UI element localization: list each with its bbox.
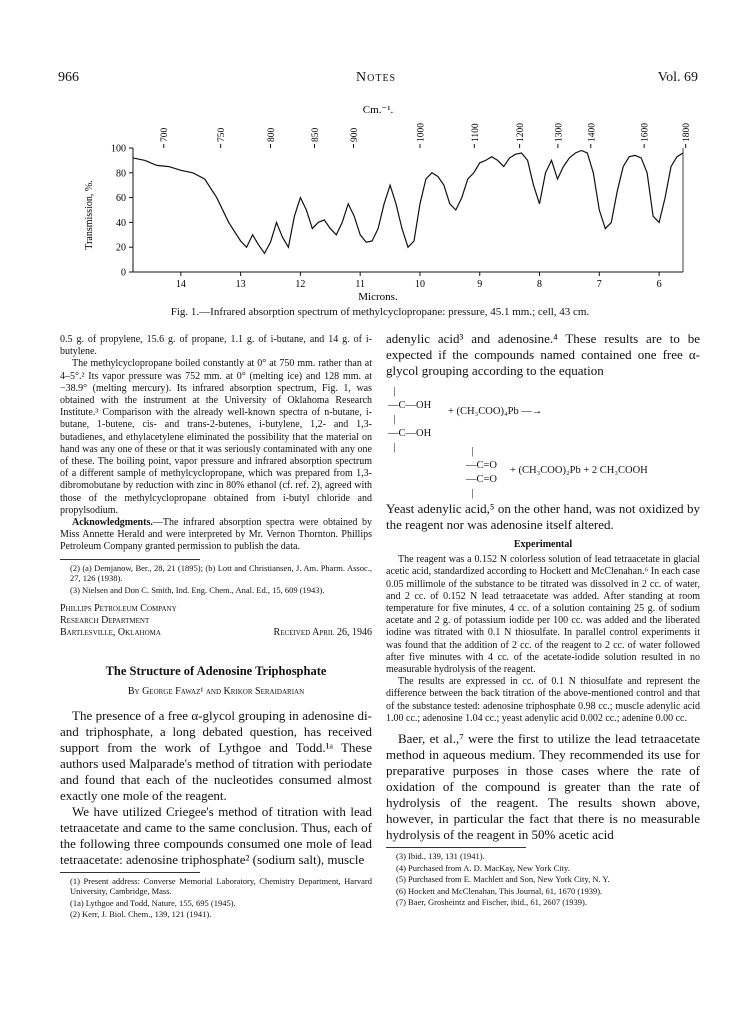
y-tick-label: 80 — [116, 168, 126, 180]
left-column — [60, 334, 372, 921]
paragraph: Baer, et al.,⁷ were the first to utilize the lead tetraacetate method in aqueous medium. They recommended its use for preparative purposes in those cases where the rate of oxidation of the compound is greater than the rate of hydrolysis of the reagent. The results shown above, however, in particular the fact that there is no measurable hydrolysis of the reagent in 50% acetic acid — [386, 731, 700, 843]
paragraph: Yeast adenylic acid,⁵ on the other hand, was not oxidized by the reagent nor was adenosine itself altered. — [386, 501, 700, 532]
footnote-rule — [386, 847, 526, 848]
article-authors: By George Fawaz¹ and Krikor Seraidarian — [127, 686, 305, 698]
x-tick-label: 11 — [355, 279, 365, 290]
paragraph: The methylcyclopropane boiled constantly at 0° at 750 mm. rather than at 4–5°.² Its vapor pressure was 752 mm. at 0° (melting ice) and 128 mm. at −38.9° (melting mercury). Its infrared absorption spectrum, Fig. 1, was obtained with the instrument at the University of Oklahoma Research Institute.³ Comparison with the already well-known spectra of n-butane, i-butane, 1-butene, cis- and trans-2-butenes, i-butylene, 1,2- and 1,3-butadienes, and ethylacetylene eliminated the possibility that the material on hand was any one of these or that it was seriously contaminated with any one of these. The boiling point, vapor pressure and infrared absorption spectrum of a different sample of methylcyclopropane, which was prepared from 1,3-dibromobutane by reduction with zinc in 80% ethanol (cf. ref. 2), agreed with those of the methylcyclopropane obtained from i-butyl chloride and propylsodium. — [60, 358, 372, 516]
micron-ticks — [176, 272, 662, 290]
received-date: Received April 26, 1946 — [273, 627, 372, 639]
footnote: (7) Baer, Grosheintz and Fischer, ibid., 61, 2607 (1939). — [396, 897, 588, 908]
figure-caption: Fig. 1.—Infrared absorption spectrum of methylcyclopropane: pressure, 45.1 mm.; cell, 43 cm. — [170, 306, 590, 318]
wavenumber-tick-label: 700 — [160, 127, 171, 142]
ir-spectrum-figure — [0, 0, 756, 320]
wavenumber-tick-label: 1100 — [470, 123, 481, 142]
reaction-equation: | —C—OH | —C—OH | + (CH₃COO)₄Pb —→ | —C=O —C=O | + (CH₃COO)₂Pb + 2 CH₃COOH — [388, 386, 648, 499]
chart-frame — [133, 148, 683, 272]
y-tick-label: 40 — [116, 217, 126, 229]
footnote: (1) Present address: Converse Memorial Laboratory, Chemistry Department, Harvard University, Cambridge, Mass. — [70, 875, 372, 897]
reagent-term: + (CH₃COO)₄Pb —→ — [448, 406, 543, 417]
running-head: Notes — [356, 70, 397, 85]
acknowledgments — [60, 517, 372, 554]
footnotes — [60, 563, 372, 596]
x-tick-label: 7 — [596, 279, 602, 290]
y-tick-label: 0 — [121, 267, 126, 279]
footnote: (6) Hockett and McClenahan, This Journal, 61, 1670 (1939). — [396, 885, 603, 896]
y-tick-label: 60 — [116, 193, 126, 205]
wavenumber-tick-label: 900 — [350, 127, 361, 142]
footnote: (1a) Lythgoe and Todd, Nature, 155, 695 (1945). — [70, 897, 236, 908]
y-axis-label: Transmission, %. — [84, 180, 95, 250]
y-tick-label: 20 — [116, 242, 126, 254]
section-heading: Experimental — [513, 539, 573, 550]
affiliation — [60, 603, 372, 639]
footnotes — [60, 876, 372, 920]
x-tick-label: 12 — [295, 279, 306, 290]
paragraph: The presence of a free α-glycol grouping in adenosine di- and triphosphate, a long debated question, has received support from the work of Lythgoe and Todd.¹ᵃ These authors used Malparade's method of titration with periodate and found that each of the nucleotides consumed almost exactly one mole of the reagent. — [60, 707, 372, 803]
paragraph: 0.5 g. of propylene, 15.6 g. of propane, 1.1 g. of i-butane, and 14 g. of i-butylene. — [60, 334, 372, 358]
wavenumber-tick-label: 850 — [310, 127, 321, 142]
footnote: (4) Purchased from A. D. MacKay, New York City. — [396, 862, 570, 873]
affiliation-line: Research Department — [60, 615, 150, 627]
wavenumber-tick-label: 750 — [217, 127, 228, 142]
y-tick-label: 100 — [111, 143, 126, 155]
volume-label: Vol. 69 — [657, 70, 698, 85]
x-axis-label: Microns. — [358, 291, 398, 303]
x-tick-label: 14 — [175, 279, 186, 290]
spectrum-series-line — [133, 151, 683, 254]
right-column — [386, 331, 700, 909]
wavenumber-tick-label: 1000 — [416, 123, 427, 142]
carbonyl-2: —C=O — [466, 474, 498, 485]
paragraph: adenylic acid³ and adenosine.⁴ These results are to be expected if the compounds named contained one free α-glycol grouping according to the equation — [386, 331, 700, 378]
footnote: (3) Nielsen and Don C. Smith, Ind. Eng. Chem., Anal. Ed., 15, 609 (1943). — [70, 584, 325, 595]
x-tick-label: 13 — [235, 279, 246, 290]
footnote-rule — [60, 872, 200, 873]
ack-heading: Acknowledgments. — [72, 517, 153, 529]
article-title: The Structure of Adenosine Triphosphate — [105, 664, 327, 679]
wavenumber-tick-label: 1600 — [640, 123, 651, 142]
paragraph: We have utilized Criegee's method of titration with lead tetraacetate and came to the same conclusion. Thus, each of the following three compounds consumed one mole of lead tetraacetate: adenosine triphosphate² (sodium salt), muscle — [60, 803, 372, 867]
glycol-oh-1: —C—OH — [388, 400, 432, 411]
transmission-ticks — [111, 144, 133, 279]
x-tick-label: 9 — [477, 279, 483, 290]
footnote-rule — [60, 559, 200, 560]
wavenumber-ticks — [160, 123, 692, 148]
x-tick-label: 8 — [537, 279, 543, 290]
wavenumber-axis-label: Cm.⁻¹. — [362, 104, 394, 116]
footnote: (5) Purchased from E. Machlett and Son, New York City, N. Y. — [396, 874, 610, 885]
products-term: + (CH₃COO)₂Pb + 2 CH₃COOH — [510, 465, 648, 476]
wavenumber-tick-label: 1200 — [516, 123, 527, 142]
wavenumber-tick-label: 1800 — [682, 123, 693, 142]
wavenumber-tick-label: 800 — [267, 127, 277, 142]
glycol-oh-2: —C—OH — [388, 428, 432, 439]
x-tick-label: 6 — [656, 279, 662, 290]
paragraph: The results are expressed in cc. of 0.1 N thiosulfate and represent the difference between the back titration of the above-mentioned control and that of the substance tested: adenosine triphosphate 0.98 cc.; muscle adenylic acid 1.00 cc.; adenosine 1.04 cc.; yeast adenylic acid 0.002 cc.; adenine 0.00 cc. — [386, 676, 700, 724]
footnote: (2) (a) Demjanow, Ber., 28, 21 (1895); (b) Lott and Christiansen, J. Am. Pharm. Assoc., 27, 126 (1938). — [70, 562, 372, 584]
wavenumber-tick-label: 1300 — [554, 123, 565, 142]
ack-text: —The infrared absorption spectra were obtained by Miss Annette Herald and were interpreted by Mr. Vernon Thornton. Phillips Petroleum Company granted permission to publish the data. — [60, 517, 372, 553]
affiliation-line: Phillips Petroleum Company — [60, 603, 177, 615]
footnotes — [386, 851, 700, 908]
footnote: (2) Kerr, J. Biol. Chem., 139, 121 (1941). — [70, 909, 212, 920]
wavenumber-tick-label: 1400 — [587, 123, 598, 142]
footnote: (3) Ibid., 139, 131 (1941). — [396, 851, 485, 862]
x-tick-label: 10 — [414, 279, 425, 290]
affiliation-line: Bartlesville, Oklahoma — [60, 627, 161, 639]
page-number: 966 — [58, 70, 79, 85]
paragraph: The reagent was a 0.152 N colorless solution of lead tetraacetate in glacial acetic acid, standardized according to Hockett and McClenahan.⁶ In each case 0.05 millimole of the substance to be titrated was dissolved in 2 cc. of water, and 2 cc. of 0.152 N lead tetraacetate was added. After standing at room temperature for five minutes, 4 cc. of a solution containing 25 g. of sodium acetate and 2 g. of potassium iodide per 100 cc. was added and the liberated iodine was titrated with 0.1 N thiosulfate. In parallel control experiments it was found that the addition of 2 cc. of the reagent to 2 cc. of water followed after five minutes with 4 cc. of the acetate-iodide solution resulted in no measurable hydrolysis of the reagent. — [386, 554, 700, 676]
carbonyl-1: —C=O — [466, 460, 498, 471]
